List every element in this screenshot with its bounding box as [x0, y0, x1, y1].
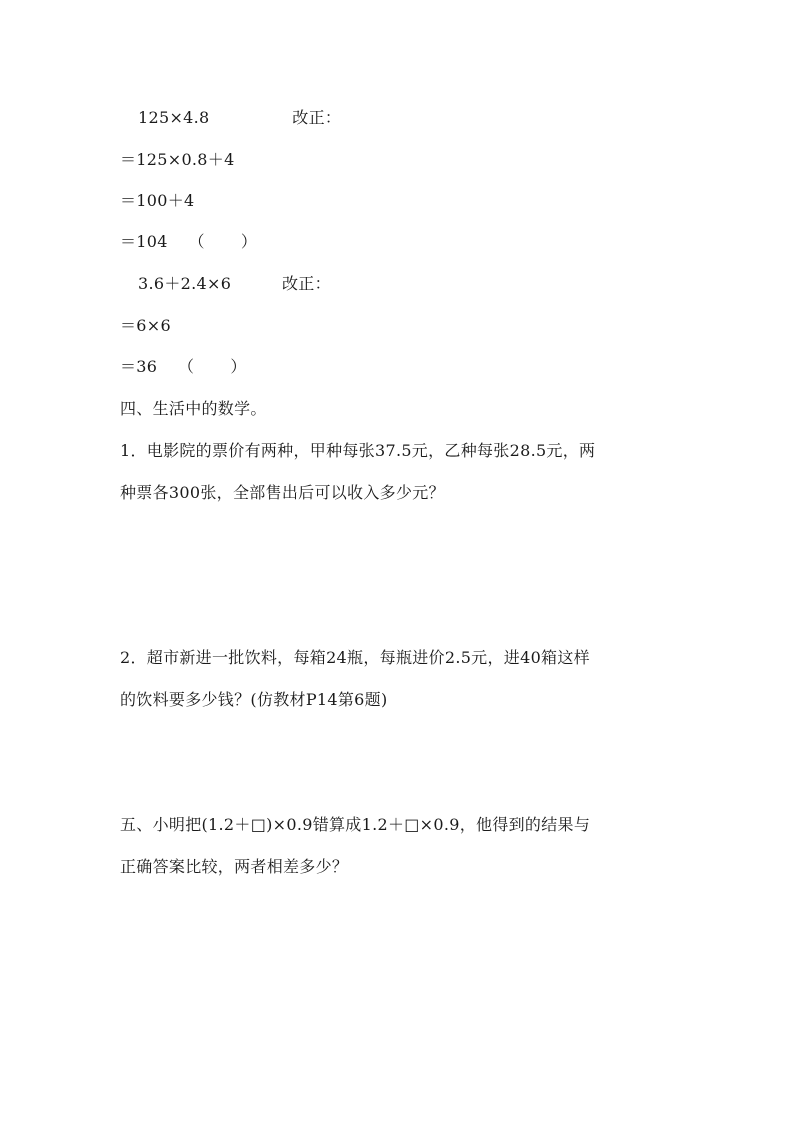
item2-final-row [120, 357, 247, 377]
q2-line-1: 2．超市新进一批饮料，每箱24瓶，每瓶进价2.5元，进40箱这样 [120, 648, 590, 667]
section5-answer-area[interactable] [120, 890, 676, 1070]
q2-answer-area[interactable] [120, 722, 676, 812]
item2-step-1: ＝6×6 [120, 316, 171, 335]
item1-final-step: ＝104 [120, 232, 168, 251]
item1-judgement-open: （ [188, 232, 205, 251]
q1-line-2: 种票各300张，全部售出后可以收入多少元？ [120, 483, 445, 502]
section5-line-1: 五、小明把(1.2＋□)×0.9错算成1.2＋□×0.9，他得到的结果与 [120, 815, 591, 834]
q1-answer-area[interactable] [120, 515, 676, 635]
item2-judgement-open: （ [178, 357, 195, 376]
item1-step-1: ＝125×0.8＋4 [120, 150, 235, 169]
section4-heading: 四、生活中的数学。 [120, 399, 267, 418]
item1-expression: 125×4.8 [138, 108, 210, 127]
item2-expression: 3.6＋2.4×6 [138, 274, 232, 293]
item1-step-2: ＝100＋4 [120, 191, 195, 210]
item1-final-row [120, 232, 257, 252]
item2-judgement-close: ） [230, 357, 247, 376]
q1-line-1: 1．电影院的票价有两种，甲种每张37.5元，乙种每张28.5元，两 [120, 441, 596, 460]
q2-line-2: 的饮料要多少钱？(仿教材P14第6题) [120, 690, 388, 709]
item2-correction-label: 改正： [281, 274, 331, 293]
item1-expression-row [138, 108, 341, 128]
section5-line-2: 正确答案比较，两者相差多少？ [120, 857, 349, 876]
item1-correction-label: 改正： [292, 108, 342, 127]
item2-final-step: ＝36 [120, 357, 158, 376]
item1-judgement-close: ） [240, 232, 258, 251]
item2-expression-row [138, 274, 331, 294]
